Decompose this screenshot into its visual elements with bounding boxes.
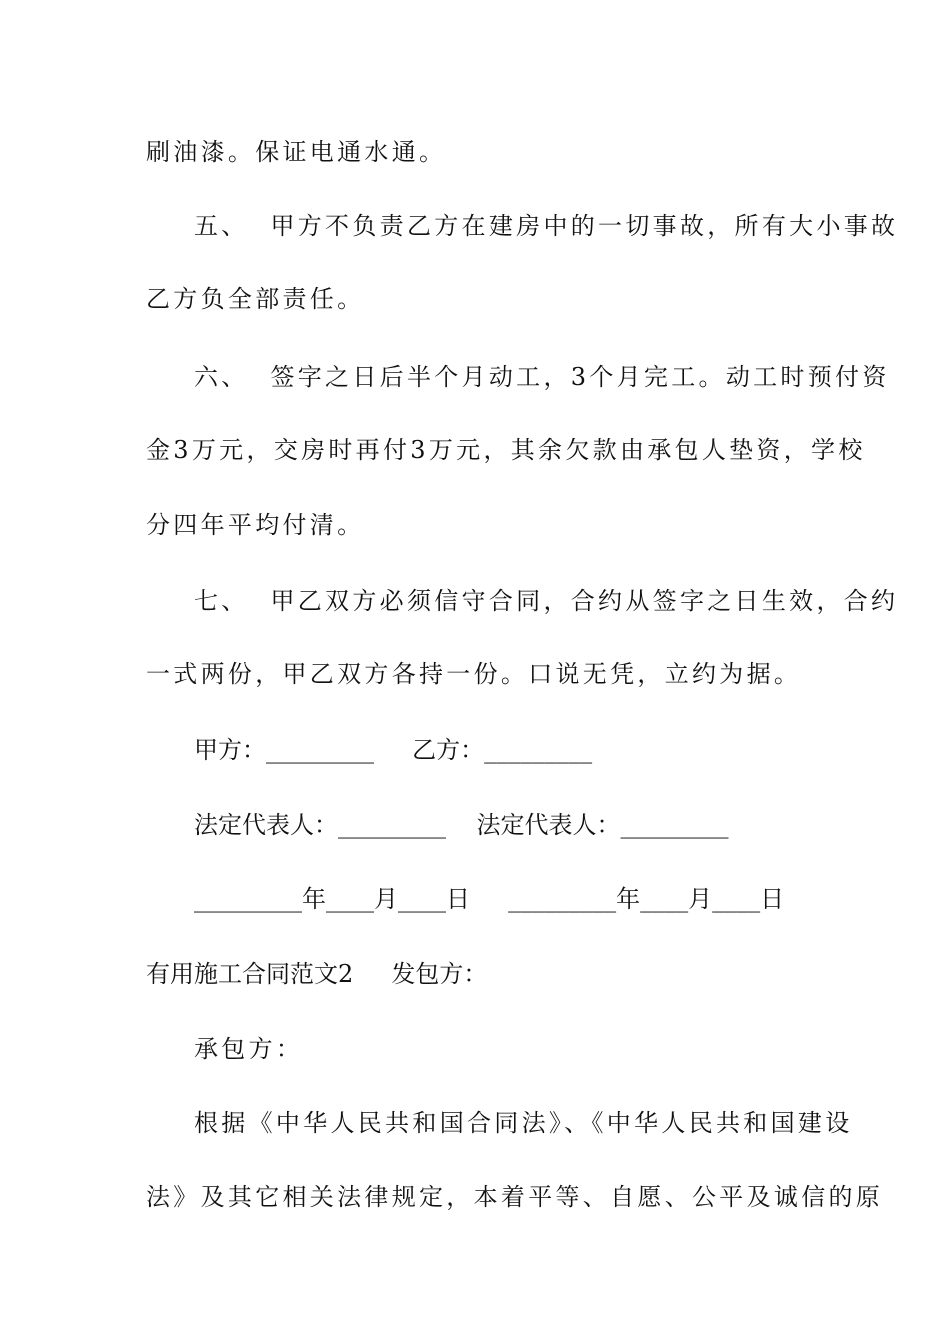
party-signature-line: 甲方：_________ 乙方：_________ xyxy=(194,736,593,764)
clause-five-line-2: 乙方负全部责任。 xyxy=(146,285,365,313)
clause-seven-line-1: 七、 甲乙双方必须信守合同，合约从签字之日生效，合约 xyxy=(194,587,899,615)
contractor-label: 承包方： xyxy=(194,1035,304,1063)
legal-representative-line: 法定代表人：_________ 法定代表人：_________ xyxy=(194,811,729,839)
clause-six-line-3: 分四年平均付清。 xyxy=(146,511,365,539)
clause-five-line-1: 五、 甲方不负责乙方在建房中的一切事故，所有大小事故 xyxy=(194,212,899,240)
section-heading-contract-2: 有用施工合同范文2 发包方： xyxy=(146,960,488,988)
clause-six-line-2: 金3万元，交房时再付3万元，其余欠款由承包人垫资，学校 xyxy=(146,436,866,464)
paragraph-line: 刷油漆。保证电通水通。 xyxy=(146,138,447,166)
clause-seven-line-2: 一式两份，甲乙双方各持一份。口说无凭，立约为据。 xyxy=(146,660,802,688)
basis-paragraph-line-2: 法》及其它相关法律规定，本着平等、自愿、公平及诚信的原 xyxy=(146,1183,884,1211)
date-line: _________年____月____日 _________年____月____日 xyxy=(194,885,785,913)
clause-six-line-1: 六、 签字之日后半个月动工，3个月完工。动工时预付资 xyxy=(194,363,890,391)
basis-paragraph-line-1: 根据《中华人民共和国合同法》、《中华人民共和国建设 xyxy=(194,1109,853,1137)
